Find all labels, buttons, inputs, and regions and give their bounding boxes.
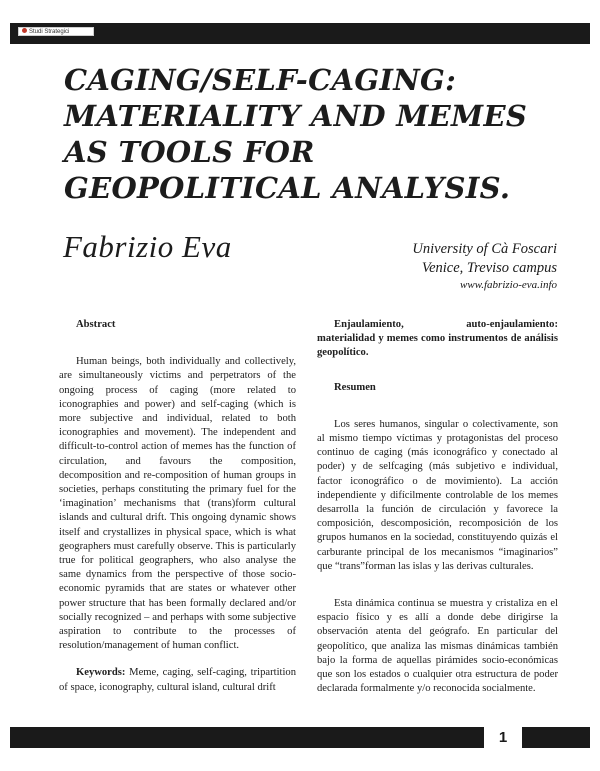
journal-logo <box>18 27 94 36</box>
affiliation-campus: Venice, Treviso campus <box>421 259 557 276</box>
abstract-text: Human beings, both individually and collectively, are simultaneously victims and perpetrators of the ongoing process of caging (more related to iconographies and power) and self-caging (which is more subjective and individual, related to both iconographies and movement). The independent and difficult-to-control action of memes has the function of circulation, and favours the composition, decomposition and re-composition of human groups in societies, perhaps constituting the primary fuel for the ‘imagination’ mechanisms that (trans)form cultural islands and cultural drift. This ongoing dynamic shows itself and crystallizes in physical space, which is what geographers must carefully observe. This is particularly true for political geographers, who also analyse the same dynamics from the perspective of those socio-economic pyramids that are states or whatever other power structure that has been formally declared and/or socially recognized – and perhaps with some subjective aspiration to contribute to the processes of resolution/management of human conflict. <box>59 356 296 652</box>
author-name: Fabrizio Eva <box>63 229 232 264</box>
resumen-heading: Resumen <box>334 381 376 393</box>
keywords-paragraph <box>59 666 296 694</box>
spanish-title: Enjaulamiento, auto-enjaulamiento: materialidad y memes como instrumentos de análisis geopolítico. <box>317 319 558 359</box>
author-website-link[interactable]: www.fabrizio-eva.info <box>460 279 557 291</box>
abstract-heading: Abstract <box>76 319 116 330</box>
author-affiliation <box>412 240 557 293</box>
logo-text: Studi Strategici <box>29 29 70 35</box>
resumen-paragraph-1: Los seres humanos, singular o colectivamente, son al mismo tiempo víctimas y protagonistas del proceso continuo de caging (más iconográfico y conectado al poder) y de selfcaging (más subjetivo e individual, factor iconográfico o de movimiento). La acción independiente y difícilmente controlable de los memes desarrolla la función de circulación y favorece la composición, descomposición, recomposición de los grupos humanos en la sociedad, constituyendo quizás el carburante principal de los mecanismos “imaginarios” que “trans”forman las islas y las derivas culturales. <box>317 418 558 572</box>
left-column <box>59 318 296 695</box>
affiliation-university: University of Cà Foscari <box>412 241 557 257</box>
keywords-text: Meme, caging, self-caging, tripartition of space, iconography, cultural island, cultural drift <box>59 667 296 693</box>
logo-mark-icon <box>22 28 27 33</box>
article-title: CAGING/SELF-CAGING: MATERIALITY AND MEMES AS TOOLS FOR GEOPOLITICAL ANALYSIS. <box>64 63 528 205</box>
top-banner-bar <box>10 23 590 44</box>
page-number: 1 <box>484 727 522 748</box>
resumen-paragraph-2: Esta dinámica continua se muestra y cristaliza en el espacio físico y es allí a donde debe dirigirse la observación atenta del geógrafo. En particular del geopolítico, que analiza las mismas dinámicas también bajo la forma de aquellas pirámides socio-económicas que son los estados o cualquier otra estructura de poder declarada formalmente y/o reconocida socialmente. <box>317 598 558 695</box>
keywords-label: Keywords: <box>76 667 126 679</box>
right-column <box>317 318 558 696</box>
